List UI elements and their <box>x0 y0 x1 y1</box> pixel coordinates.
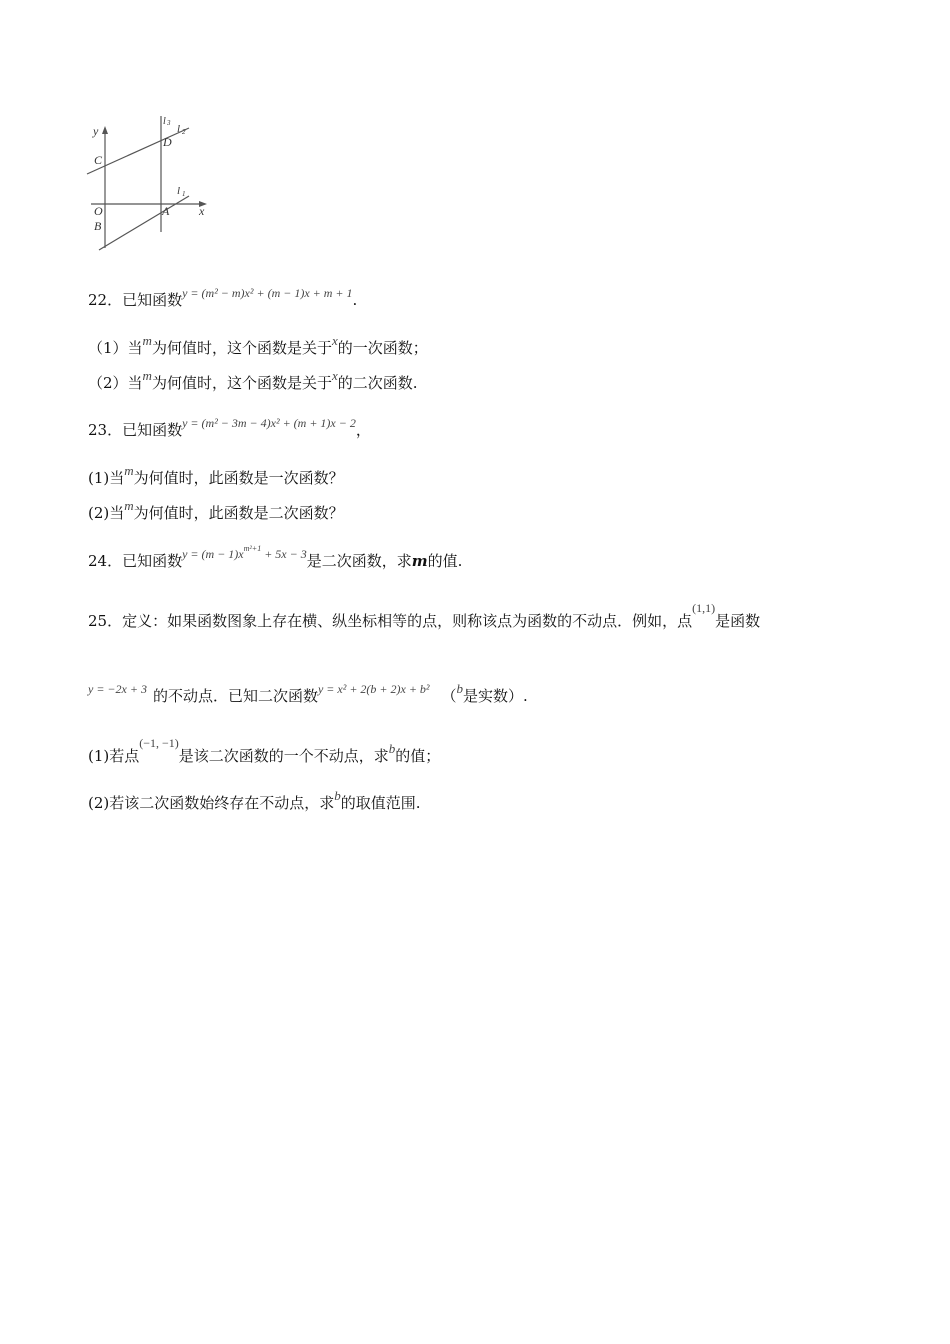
point-c-label: C <box>94 153 103 167</box>
q25-line1 <box>88 601 761 632</box>
q23-part2-prefix: (2)当 <box>88 504 125 522</box>
q22-stem <box>88 286 358 311</box>
q25-paren-open: （ <box>441 687 457 705</box>
line-l3-label: l <box>163 116 166 127</box>
q25-part1-var: b <box>388 741 396 756</box>
line-l2-label: l <box>177 123 181 135</box>
q23-part1-prefix: (1)当 <box>88 469 125 487</box>
q25-part1-point: (−1, −1) <box>139 736 179 750</box>
q22-part2-end: 的二次函数. <box>337 374 418 392</box>
q24-formula-tail: + 5x − 3 <box>264 547 307 561</box>
q25-part1-end: 的值； <box>395 747 441 765</box>
q22-part1-prefix: （1）当 <box>88 339 143 357</box>
q25-part2-end: 的取值范围. <box>340 794 421 812</box>
line-l3-sub: 3 <box>167 119 171 127</box>
x-axis-label: x <box>199 204 205 218</box>
q25-number: 25． <box>88 612 123 630</box>
q24-stem <box>88 544 463 574</box>
q22-part1 <box>88 333 428 359</box>
q23-formula: y = (m² − 3m − 4)x² + (m + 1)x − 2 <box>182 416 356 430</box>
q22-part1-end: 的一次函数； <box>337 339 428 357</box>
line-l2-sub: 2 <box>182 128 186 136</box>
q22-part2 <box>88 368 418 394</box>
coordinate-figure <box>85 112 215 252</box>
q22-part1-mid: 为何值时，这个函数是关于 <box>151 339 332 357</box>
q22-part1-var2: x <box>331 333 338 348</box>
q25-line2 <box>88 681 528 707</box>
q25-part2 <box>88 788 421 814</box>
point-a-label: A <box>162 204 170 218</box>
point-d-label: D <box>163 135 172 149</box>
q25-var-b: b <box>456 681 464 696</box>
q23-stem <box>88 416 371 441</box>
line-l2 <box>87 128 189 174</box>
q22-end: . <box>352 291 358 309</box>
line-l1-sub: 1 <box>182 190 186 198</box>
origin-label: O <box>94 204 103 218</box>
q25-part2-prefix: (2)若该二次函数始终存在不动点，求 <box>88 794 335 812</box>
q24-formula-exp: m²+1 <box>243 544 262 553</box>
line-l1-label: l <box>177 185 181 197</box>
q24-end: 的值. <box>427 552 463 570</box>
q25-part1 <box>88 736 441 767</box>
q25-func: y = −2x + 3 <box>88 682 147 696</box>
q23-part2-end: 为何值时，此函数是二次函数？ <box>133 504 344 522</box>
q22-part1-var: m <box>142 333 152 348</box>
q25-part2-var: b <box>334 788 341 803</box>
q24-number: 24． <box>88 552 123 570</box>
q24-stem-text: 已知函数 <box>122 552 183 570</box>
y-axis-label: y <box>93 124 99 138</box>
q23-end: ， <box>355 421 371 439</box>
q24-mid: 是二次函数，求 <box>306 552 412 570</box>
q25-paren-close: 是实数）. <box>463 687 528 705</box>
q22-stem-text: 已知函数 <box>122 291 183 309</box>
q23-part2 <box>88 498 344 524</box>
q25-part1-prefix: (1)若点 <box>88 747 140 765</box>
q23-stem-text: 已知函数 <box>122 421 183 439</box>
q25-part1-mid: 是该二次函数的一个不动点，求 <box>178 747 389 765</box>
q22-part2-var2: x <box>331 368 338 383</box>
q23-part1 <box>88 463 344 489</box>
q25-line2-mid: 的不动点．已知二次函数 <box>152 687 318 705</box>
figure-svg <box>85 112 215 252</box>
q25-line1-end: 是函数 <box>715 612 761 630</box>
q22-number: 22． <box>88 291 123 309</box>
q24-var: m <box>411 552 428 570</box>
q22-part2-prefix: （2）当 <box>88 374 143 392</box>
q24-formula-base: y = (m − 1)x <box>182 547 244 561</box>
q22-part2-var: m <box>142 368 152 383</box>
q23-number: 23． <box>88 421 123 439</box>
q25-formula: y = x² + 2(b + 2)x + b² <box>317 682 430 696</box>
point-b-label: B <box>94 219 102 233</box>
q25-point: (1,1) <box>692 601 716 615</box>
q22-formula: y = (m² − m)x² + (m − 1)x + m + 1 <box>182 286 353 300</box>
q25-line1-text: 定义：如果函数图象上存在横、纵坐标相等的点，则称该点为函数的不动点．例如，点 <box>122 612 693 630</box>
q23-part1-end: 为何值时，此函数是一次函数？ <box>133 469 344 487</box>
y-axis-arrow <box>102 126 108 134</box>
q23-part2-var: m <box>124 498 134 513</box>
q23-part1-var: m <box>124 463 134 478</box>
q22-part2-mid: 为何值时，这个函数是关于 <box>151 374 332 392</box>
